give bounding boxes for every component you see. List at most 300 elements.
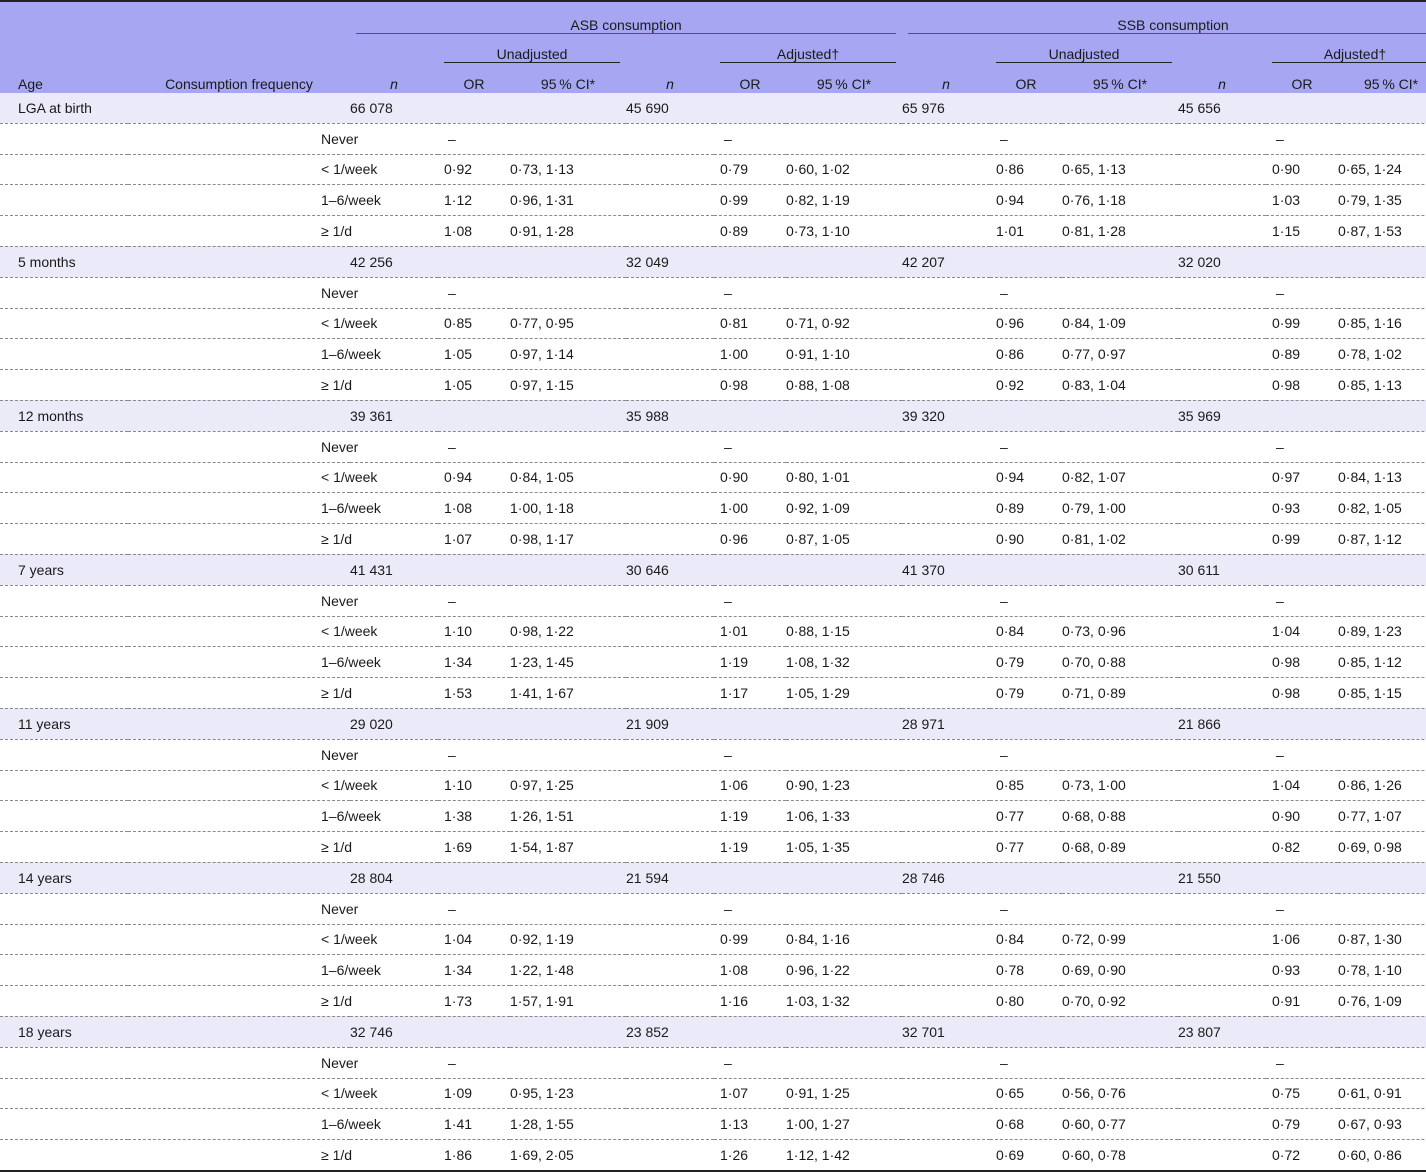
table-row <box>0 893 1426 924</box>
ci-cell <box>786 400 902 431</box>
table-row <box>0 216 1426 247</box>
or-cell: 1·26 <box>714 1140 786 1171</box>
or-cell: 0·80 <box>990 986 1062 1017</box>
or-cell: 0·84 <box>990 616 1062 647</box>
ci-cell <box>1338 1047 1426 1078</box>
n-cell: 39 320 <box>902 400 990 431</box>
freq-cell <box>128 554 350 585</box>
freq-cell <box>128 93 350 123</box>
n-cell: 21 909 <box>626 708 714 739</box>
age-cell: 14 years <box>0 862 128 893</box>
ci-cell <box>1338 893 1426 924</box>
ci-cell: 0·71, 0·92 <box>786 308 902 339</box>
ci-cell: 0·60, 0·77 <box>1062 1109 1178 1140</box>
freq-cell: < 1/week <box>128 770 350 801</box>
ci-cell <box>1062 708 1178 739</box>
n-cell: 23 807 <box>1178 1016 1266 1047</box>
ci-cell: 0·71, 0·89 <box>1062 678 1178 709</box>
ci-cell: 0·98, 1·17 <box>510 524 626 555</box>
n-cell <box>1178 986 1266 1017</box>
age-cell <box>0 585 128 616</box>
or-cell: 1·15 <box>1266 216 1338 247</box>
or-cell: 0·89 <box>1266 339 1338 370</box>
or-cell: 0·99 <box>1266 524 1338 555</box>
ci-cell <box>510 554 626 585</box>
freq-cell: 1–6/week <box>128 801 350 832</box>
ci-cell <box>786 739 902 770</box>
n-cell <box>902 924 990 955</box>
n-cell: 21 866 <box>1178 708 1266 739</box>
ci-cell <box>1062 277 1178 308</box>
ci-cell: 0·90, 1·23 <box>786 770 902 801</box>
or-cell <box>1266 1016 1338 1047</box>
n-cell <box>1178 1109 1266 1140</box>
or-cell: 0·98 <box>1266 370 1338 401</box>
freq-cell <box>128 246 350 277</box>
or-cell <box>990 862 1062 893</box>
table-row <box>0 493 1426 524</box>
or-cell: 1·41 <box>438 1109 510 1140</box>
ci-cell: 0·97, 1·15 <box>510 370 626 401</box>
freq-cell: < 1/week <box>128 1078 350 1109</box>
ci-cell: 1·08, 1·32 <box>786 647 902 678</box>
ci-header: 95 % CI* <box>816 76 872 92</box>
freq-cell <box>128 400 350 431</box>
or-cell: – <box>1266 123 1338 154</box>
ci-cell <box>786 1016 902 1047</box>
n-cell <box>902 739 990 770</box>
or-cell: 1·06 <box>1266 924 1338 955</box>
ci-cell: 0·77, 1·07 <box>1338 801 1426 832</box>
or-cell: – <box>714 123 786 154</box>
ssb-header: SSB consumption <box>902 1 1426 33</box>
age-cell <box>0 123 128 154</box>
n-cell <box>902 1078 990 1109</box>
ci-cell <box>1338 739 1426 770</box>
table-row <box>0 1047 1426 1078</box>
ci-cell: 0·79, 1·35 <box>1338 185 1426 216</box>
ci-cell: 1·03, 1·32 <box>786 986 902 1017</box>
table-row <box>0 1016 1426 1047</box>
or-cell: 0·98 <box>714 370 786 401</box>
n-cell <box>902 678 990 709</box>
ci-header: 95 % CI* <box>540 76 596 92</box>
n-cell <box>1178 770 1266 801</box>
table-header <box>0 1 1426 93</box>
ci-cell: 0·70, 0·88 <box>1062 647 1178 678</box>
or-cell <box>1266 93 1338 123</box>
ci-cell <box>786 431 902 462</box>
age-cell <box>0 739 128 770</box>
table-row <box>0 185 1426 216</box>
freq-cell: Never <box>128 893 350 924</box>
ci-cell <box>510 277 626 308</box>
ci-cell <box>510 246 626 277</box>
ci-cell: 1·57, 1·91 <box>510 986 626 1017</box>
ci-cell <box>510 862 626 893</box>
n-cell <box>626 524 714 555</box>
n-cell <box>1178 462 1266 493</box>
table-row <box>0 123 1426 154</box>
ci-cell <box>1062 93 1178 123</box>
or-cell <box>714 1016 786 1047</box>
ci-cell: 0·77, 0·95 <box>510 308 626 339</box>
or-cell <box>438 246 510 277</box>
ci-cell: 0·91, 1·10 <box>786 339 902 370</box>
table-row <box>0 616 1426 647</box>
or-cell: – <box>1266 431 1338 462</box>
n-header: n <box>666 76 674 92</box>
or-cell <box>1266 708 1338 739</box>
n-cell <box>626 770 714 801</box>
or-cell: 0·84 <box>990 924 1062 955</box>
ci-cell: 0·82, 1·19 <box>786 185 902 216</box>
n-cell <box>902 1140 990 1171</box>
n-cell: 21 550 <box>1178 862 1266 893</box>
or-cell: 0·90 <box>1266 801 1338 832</box>
n-cell <box>626 739 714 770</box>
n-cell: 32 020 <box>1178 246 1266 277</box>
or-cell: 0·75 <box>1266 1078 1338 1109</box>
n-cell <box>1178 216 1266 247</box>
n-cell <box>902 308 990 339</box>
or-cell: 0·72 <box>1266 1140 1338 1171</box>
ci-cell <box>1062 431 1178 462</box>
n-cell: 21 594 <box>626 862 714 893</box>
or-cell: 1·06 <box>714 770 786 801</box>
n-cell <box>1178 616 1266 647</box>
ci-cell: 0·83, 1·04 <box>1062 370 1178 401</box>
n-cell: 28 804 <box>350 862 438 893</box>
or-cell: – <box>1266 739 1338 770</box>
age-cell <box>0 986 128 1017</box>
or-cell: 0·99 <box>714 924 786 955</box>
ci-cell: 0·72, 0·99 <box>1062 924 1178 955</box>
n-cell: 42 207 <box>902 246 990 277</box>
age-cell <box>0 1078 128 1109</box>
ci-cell: 0·89, 1·23 <box>1338 616 1426 647</box>
or-cell: – <box>1266 585 1338 616</box>
ssb-unadjusted-header: Unadjusted <box>990 33 1178 62</box>
freq-cell: ≥ 1/d <box>128 986 350 1017</box>
n-cell: 32 746 <box>350 1016 438 1047</box>
n-cell <box>350 678 438 709</box>
ci-cell: 1·69, 2·05 <box>510 1140 626 1171</box>
ci-cell <box>1338 862 1426 893</box>
or-cell: 0·78 <box>990 955 1062 986</box>
n-cell <box>626 647 714 678</box>
n-cell: 45 656 <box>1178 93 1266 123</box>
table-row <box>0 739 1426 770</box>
ci-cell <box>786 893 902 924</box>
age-cell <box>0 647 128 678</box>
freq-cell <box>128 862 350 893</box>
ci-cell: 0·92, 1·09 <box>786 493 902 524</box>
n-cell <box>626 893 714 924</box>
or-cell: 1·05 <box>438 370 510 401</box>
n-cell <box>902 832 990 863</box>
n-cell <box>626 986 714 1017</box>
or-cell <box>990 400 1062 431</box>
n-cell <box>626 154 714 185</box>
n-cell: 32 049 <box>626 246 714 277</box>
n-cell <box>902 339 990 370</box>
or-cell <box>990 554 1062 585</box>
ci-cell: 1·00, 1·27 <box>786 1109 902 1140</box>
or-cell: 0·90 <box>714 462 786 493</box>
or-cell: – <box>714 739 786 770</box>
ci-cell: 0·97, 1·25 <box>510 770 626 801</box>
table-row <box>0 246 1426 277</box>
age-cell <box>0 185 128 216</box>
or-header: OR <box>1015 76 1037 92</box>
ci-cell <box>1062 246 1178 277</box>
n-cell <box>626 493 714 524</box>
freq-cell: ≥ 1/d <box>128 524 350 555</box>
table-row <box>0 400 1426 431</box>
n-cell <box>902 585 990 616</box>
n-cell: 32 701 <box>902 1016 990 1047</box>
ci-header: 95 % CI* <box>1092 76 1148 92</box>
n-cell <box>626 585 714 616</box>
or-cell: – <box>438 277 510 308</box>
or-cell: 1·09 <box>438 1078 510 1109</box>
ci-cell <box>510 1016 626 1047</box>
ci-cell <box>1062 1047 1178 1078</box>
ci-cell: 1·06, 1·33 <box>786 801 902 832</box>
or-cell <box>438 93 510 123</box>
n-cell <box>902 1109 990 1140</box>
or-cell: 1·04 <box>438 924 510 955</box>
age-cell: 5 months <box>0 246 128 277</box>
or-cell: – <box>438 893 510 924</box>
n-cell <box>350 277 438 308</box>
or-cell: – <box>714 431 786 462</box>
ci-cell: 0·56, 0·76 <box>1062 1078 1178 1109</box>
or-cell: 0·69 <box>990 1140 1062 1171</box>
ci-cell: 0·81, 1·28 <box>1062 216 1178 247</box>
ci-cell <box>786 93 902 123</box>
or-cell: – <box>990 893 1062 924</box>
ci-cell: 0·84, 1·13 <box>1338 462 1426 493</box>
ci-cell <box>786 554 902 585</box>
ci-cell: 0·82, 1·07 <box>1062 462 1178 493</box>
or-cell <box>990 93 1062 123</box>
n-cell: 28 746 <box>902 862 990 893</box>
n-cell: 28 971 <box>902 708 990 739</box>
n-cell <box>1178 739 1266 770</box>
or-cell: 0·79 <box>990 647 1062 678</box>
ci-cell <box>1062 862 1178 893</box>
or-cell: 0·79 <box>990 678 1062 709</box>
ci-cell: 0·96, 1·31 <box>510 185 626 216</box>
age-cell: LGA at birth <box>0 93 128 123</box>
age-cell <box>0 832 128 863</box>
ci-cell <box>1062 585 1178 616</box>
or-cell <box>714 862 786 893</box>
n-cell <box>1178 339 1266 370</box>
n-cell: 65 976 <box>902 93 990 123</box>
ci-cell: 0·91, 1·28 <box>510 216 626 247</box>
or-cell: 0·92 <box>990 370 1062 401</box>
table-row <box>0 585 1426 616</box>
ci-cell: 0·92, 1·19 <box>510 924 626 955</box>
n-cell: 35 988 <box>626 400 714 431</box>
freq-header: Consumption frequency <box>165 76 313 92</box>
ci-cell: 0·78, 1·02 <box>1338 339 1426 370</box>
or-cell <box>990 246 1062 277</box>
or-cell: 0·97 <box>1266 462 1338 493</box>
ci-cell <box>1338 400 1426 431</box>
or-cell: 0·82 <box>1266 832 1338 863</box>
table-row <box>0 339 1426 370</box>
ci-cell <box>786 1047 902 1078</box>
freq-cell: < 1/week <box>128 308 350 339</box>
table-row <box>0 801 1426 832</box>
or-cell: 0·96 <box>714 524 786 555</box>
age-cell: 18 years <box>0 1016 128 1047</box>
age-cell <box>0 1047 128 1078</box>
ci-cell <box>510 123 626 154</box>
ci-cell <box>1338 277 1426 308</box>
or-cell <box>714 400 786 431</box>
or-cell: 0·68 <box>990 1109 1062 1140</box>
n-cell <box>902 462 990 493</box>
or-cell: 0·99 <box>714 185 786 216</box>
n-cell <box>350 585 438 616</box>
n-cell <box>1178 585 1266 616</box>
ci-cell: 0·85, 1·12 <box>1338 647 1426 678</box>
or-cell <box>1266 400 1338 431</box>
n-cell <box>350 524 438 555</box>
ci-cell <box>786 277 902 308</box>
freq-cell: 1–6/week <box>128 647 350 678</box>
ci-cell: 0·95, 1·23 <box>510 1078 626 1109</box>
or-cell: 0·86 <box>990 339 1062 370</box>
n-cell <box>1178 277 1266 308</box>
freq-cell: Never <box>128 739 350 770</box>
or-cell: 1·08 <box>714 955 786 986</box>
n-cell <box>626 1109 714 1140</box>
n-cell <box>350 986 438 1017</box>
ci-cell: 0·87, 1·30 <box>1338 924 1426 955</box>
n-cell <box>902 955 990 986</box>
n-cell <box>902 801 990 832</box>
n-header: n <box>1218 76 1226 92</box>
ci-cell <box>786 123 902 154</box>
ci-cell: 1·23, 1·45 <box>510 647 626 678</box>
ci-cell <box>786 585 902 616</box>
or-cell: – <box>1266 1047 1338 1078</box>
freq-cell: Never <box>128 1047 350 1078</box>
or-cell: 0·79 <box>714 154 786 185</box>
n-cell <box>1178 493 1266 524</box>
or-cell: 1·19 <box>714 647 786 678</box>
n-cell <box>350 1140 438 1171</box>
freq-cell: Never <box>128 123 350 154</box>
n-cell: 29 020 <box>350 708 438 739</box>
freq-cell: ≥ 1/d <box>128 832 350 863</box>
n-cell <box>902 524 990 555</box>
ci-cell <box>786 708 902 739</box>
or-cell: – <box>714 277 786 308</box>
ci-cell <box>510 893 626 924</box>
n-cell <box>902 370 990 401</box>
n-cell <box>626 185 714 216</box>
or-cell <box>438 862 510 893</box>
or-cell: – <box>990 431 1062 462</box>
or-cell <box>1266 862 1338 893</box>
ci-cell: 0·60, 1·02 <box>786 154 902 185</box>
age-cell <box>0 955 128 986</box>
n-cell <box>626 616 714 647</box>
table-row <box>0 524 1426 555</box>
table-row <box>0 647 1426 678</box>
ci-cell: 0·84, 1·16 <box>786 924 902 955</box>
or-cell: 0·92 <box>438 154 510 185</box>
or-cell <box>1266 554 1338 585</box>
ci-cell: 0·82, 1·05 <box>1338 493 1426 524</box>
n-cell <box>626 924 714 955</box>
freq-cell: 1–6/week <box>128 955 350 986</box>
or-cell: – <box>438 1047 510 1078</box>
ci-cell <box>1062 739 1178 770</box>
or-cell: 0·85 <box>438 308 510 339</box>
ci-cell: 0·84, 1·09 <box>1062 308 1178 339</box>
ci-cell: 0·88, 1·08 <box>786 370 902 401</box>
or-cell: – <box>438 431 510 462</box>
asb-unadjusted-header: Unadjusted <box>438 33 626 62</box>
age-cell <box>0 616 128 647</box>
n-cell: 41 431 <box>350 554 438 585</box>
ci-cell: 1·41, 1·67 <box>510 678 626 709</box>
n-cell <box>902 986 990 1017</box>
age-cell <box>0 1140 128 1171</box>
age-cell <box>0 493 128 524</box>
or-cell: – <box>990 277 1062 308</box>
n-cell <box>350 216 438 247</box>
or-cell: 0·94 <box>990 462 1062 493</box>
ci-cell: 0·91, 1·25 <box>786 1078 902 1109</box>
ci-cell: 0·85, 1·16 <box>1338 308 1426 339</box>
or-cell: – <box>438 123 510 154</box>
n-header: n <box>390 76 398 92</box>
or-cell: 0·90 <box>1266 154 1338 185</box>
or-cell: 0·89 <box>990 493 1062 524</box>
ci-cell: 1·22, 1·48 <box>510 955 626 986</box>
ci-cell <box>510 585 626 616</box>
n-cell <box>1178 185 1266 216</box>
or-cell: 1·16 <box>714 986 786 1017</box>
n-cell <box>1178 524 1266 555</box>
table-row <box>0 154 1426 185</box>
n-cell <box>626 216 714 247</box>
or-cell: 1·08 <box>438 493 510 524</box>
n-cell <box>1178 678 1266 709</box>
or-cell: 1·13 <box>714 1109 786 1140</box>
or-cell: 1·00 <box>714 493 786 524</box>
table-row <box>0 986 1426 1017</box>
n-cell <box>350 739 438 770</box>
ci-cell <box>510 708 626 739</box>
or-cell: 0·91 <box>1266 986 1338 1017</box>
asb-header: ASB consumption <box>350 1 902 33</box>
or-cell: – <box>990 739 1062 770</box>
n-cell <box>1178 1047 1266 1078</box>
ci-cell: 0·68, 0·89 <box>1062 832 1178 863</box>
or-cell <box>714 93 786 123</box>
or-cell: 1·34 <box>438 955 510 986</box>
